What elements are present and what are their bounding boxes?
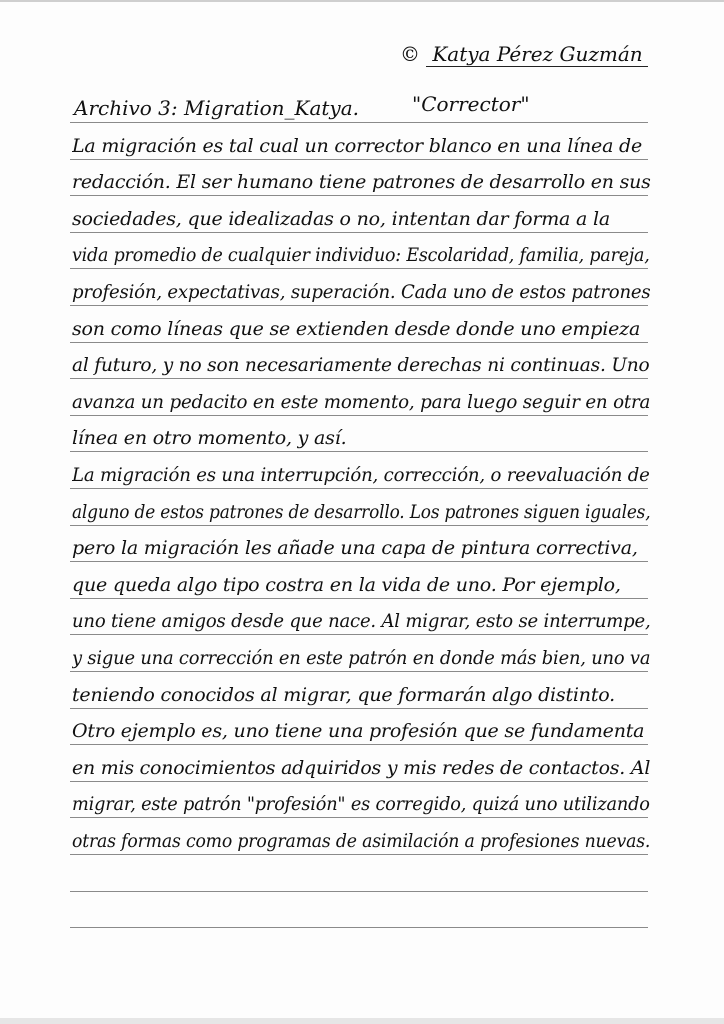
body-line: que queda algo tipo costra en la vida de uno. Por ejemplo, xyxy=(72,574,621,596)
ruled-line xyxy=(70,268,648,269)
body-line: pero la migración les añade una capa de pintura correctiva, xyxy=(72,537,638,559)
ruled-line xyxy=(70,781,648,782)
copyright-line xyxy=(400,42,650,66)
body-line: teniendo conocidos al migrar, que formarán algo distinto. xyxy=(72,684,615,706)
page-bottom-edge xyxy=(0,1018,724,1024)
ruled-line xyxy=(70,415,648,416)
body-line: avanza un pedacito en este momento, para luego seguir en otra xyxy=(72,391,651,413)
ruled-line xyxy=(70,525,648,526)
ruled-line xyxy=(70,671,648,672)
ruled-line xyxy=(70,817,648,818)
ruled-line xyxy=(70,232,648,233)
document-title: "Corrector" xyxy=(412,92,530,116)
copyright-underline xyxy=(426,66,648,67)
page-top-edge xyxy=(0,0,724,2)
body-line: y sigue una corrección en este patrón en donde más bien, uno va xyxy=(72,647,651,669)
body-line: vida promedio de cualquier individuo: Escolaridad, familia, pareja, xyxy=(72,244,650,266)
ruled-line xyxy=(70,195,648,196)
body-line: La migración es tal cual un corrector blanco en una línea de xyxy=(72,135,643,157)
body-line: profesión, expectativas, superación. Cada uno de estos patrones xyxy=(72,281,651,303)
body-line: alguno de estos patrones de desarrollo. Los patrones siguen iguales, xyxy=(72,501,651,523)
ruled-line xyxy=(70,854,648,855)
ruled-line xyxy=(70,305,648,306)
body-line: redacción. El ser humano tiene patrones de desarrollo en sus xyxy=(72,171,651,193)
body-line: línea en otro momento, y así. xyxy=(72,427,347,449)
ruled-line xyxy=(70,159,648,160)
body-line: son como líneas que se extienden desde donde uno empieza xyxy=(72,318,641,340)
ruled-line xyxy=(70,744,648,745)
author-name: Katya Pérez Guzmán xyxy=(432,42,643,66)
copyright-symbol: © xyxy=(400,42,420,66)
body-line: migrar, este patrón "profesión" es corregido, quizá uno utilizando xyxy=(72,793,650,815)
ruled-line xyxy=(70,561,648,562)
ruled-line xyxy=(70,122,648,123)
body-line: en mis conocimientos adquiridos y mis redes de contactos. Al xyxy=(72,757,651,779)
body-line: uno tiene amigos desde que nace. Al migrar, esto se interrumpe, xyxy=(72,610,651,632)
ruled-line xyxy=(70,634,648,635)
body-line: al futuro, y no son necesariamente derechas ni continuas. Uno xyxy=(72,354,650,376)
body-line: sociedades, que idealizadas o no, intentan dar forma a la xyxy=(72,208,610,230)
ruled-line xyxy=(70,598,648,599)
body-line: La migración es una interrupción, corrección, o reevaluación de xyxy=(72,464,650,486)
ruled-line xyxy=(70,927,648,928)
ruled-line xyxy=(70,891,648,892)
ruled-line xyxy=(70,708,648,709)
ruled-line xyxy=(70,342,648,343)
body-line: otras formas como programas de asimilación a profesiones nuevas. xyxy=(72,830,651,852)
ruled-line xyxy=(70,451,648,452)
body-line: Otro ejemplo es, uno tiene una profesión que se fundamenta xyxy=(72,720,645,742)
ruled-line xyxy=(70,488,648,489)
ruled-line xyxy=(70,378,648,379)
file-label: Archivo 3: Migration_Katya. xyxy=(74,96,359,120)
